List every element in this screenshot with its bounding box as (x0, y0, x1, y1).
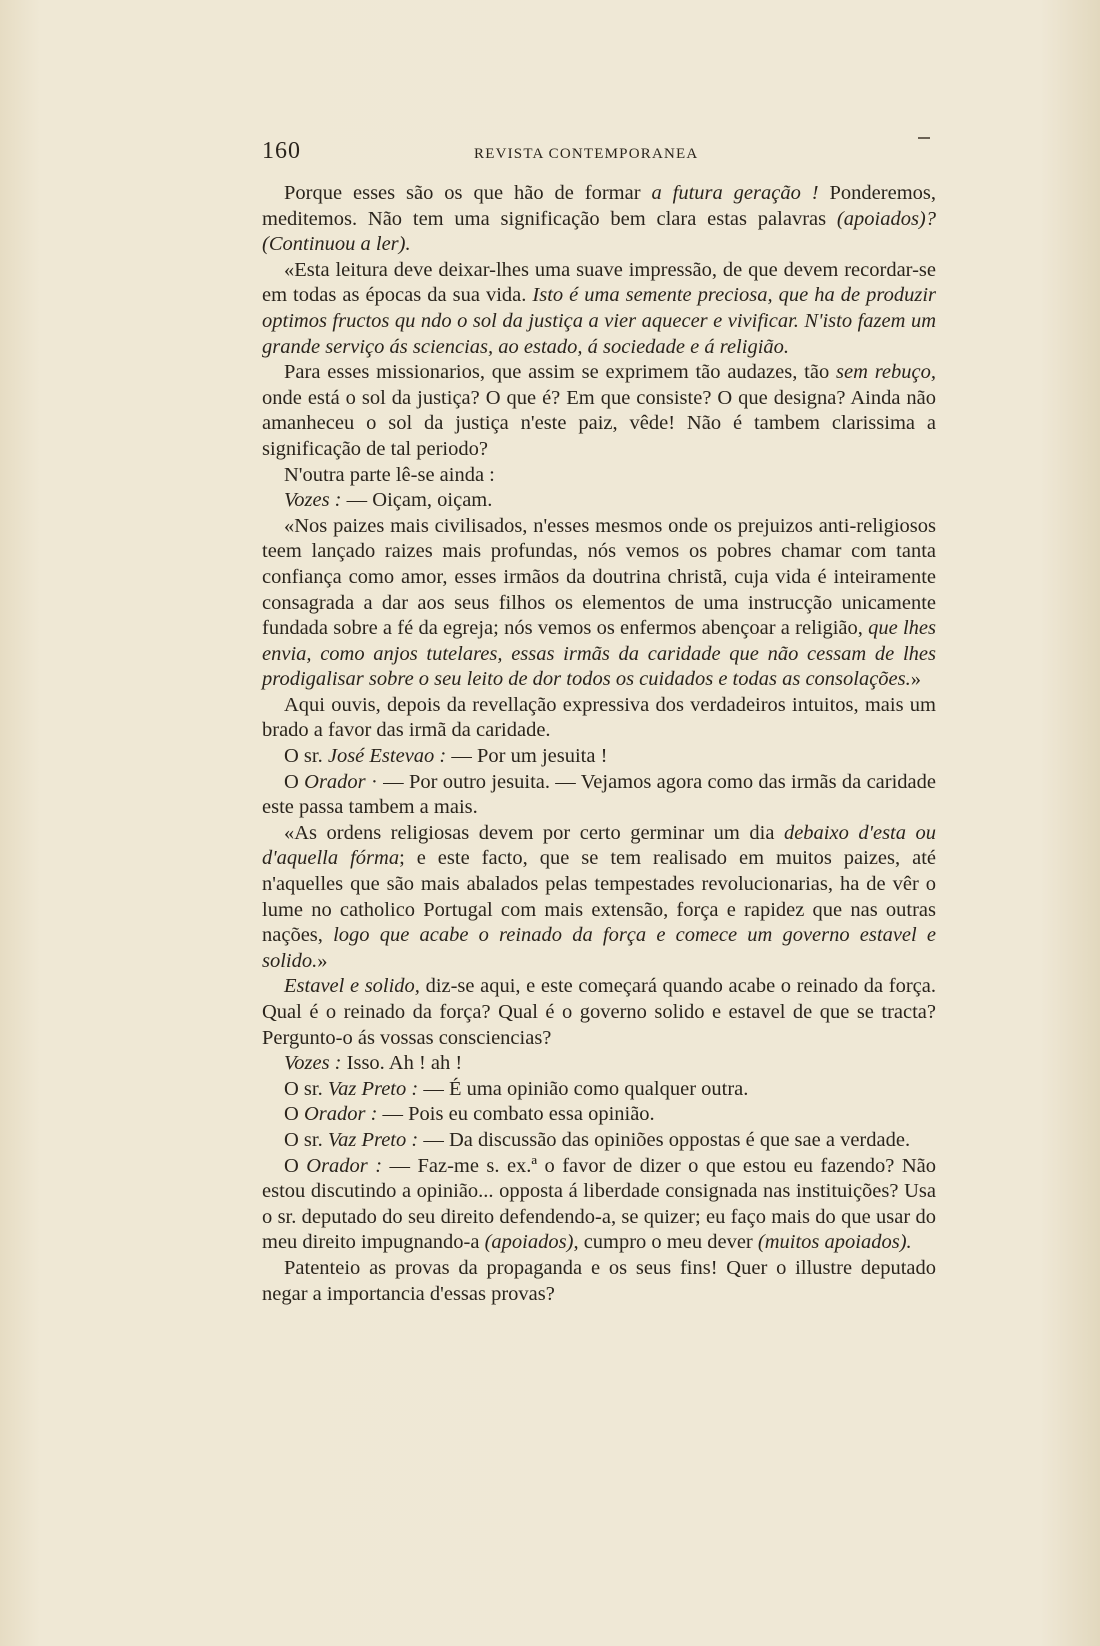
paragraph: O Orador : — Pois eu combato essa opinião. (284, 1103, 655, 1126)
paragraph: Vozes : Isso. Ah ! ah ! (284, 1052, 463, 1075)
paragraph: O Orador : — Faz-me s. ex.ª o favor de dizer o que estou eu fazendo? Não estou discutindo a opinião... opposta á liberdade consignada nas instituições? Usa o sr. deputado do seu direito defendendo-a, se quizer; eu faço mais do que usar do meu direito impugnando-a (apoiados), cumpro o meu dever (muitos apoiados). (262, 1154, 936, 1254)
body-text (262, 181, 936, 1307)
paragraph: «Esta leitura deve deixar-lhes uma suave impressão, de que devem recordar-se em todas as épocas da sua vida. Isto é uma semente preciosa, que ha de produzir optimos fructos qu ndo o sol da justiça a vier aquecer e vivificar. N'isto fazem um grande serviço ás sciencias, ao estado, á sociedade e á religião. (262, 258, 936, 358)
paragraph: O sr. Vaz Preto : — É uma opinião como qualquer outra. (284, 1077, 749, 1100)
paragraph: N'outra parte lê-se ainda : (284, 463, 495, 486)
paragraph: Vozes : — Oiçam, oiçam. (284, 489, 493, 512)
running-title: REVISTA CONTEMPORANEA (474, 146, 699, 162)
paragraph: Para esses missionarios, que assim se exprimem tão audazes, tão sem rebuço, onde está o sol da justiça? O que é? Em que consiste? O que designa? Ainda não amanheceu o sol da justiça n'este paiz, vêde! Não é tambem clarissima a significação de tal periodo? (262, 361, 936, 460)
paragraph: O sr. Vaz Preto : — Da discussão das opiniões oppostas é que sae a verdade. (284, 1128, 911, 1151)
paragraph: O Orador · — Por outro jesuita. — Vejamos agora como das irmãs da caridade este passa tambem a mais. (262, 770, 936, 819)
paragraph: Patenteio as provas da propaganda e os seus fins! Quer o illustre deputado negar a importancia d'essas provas? (262, 1256, 936, 1305)
paragraph: Estavel e solido, diz-se aqui, e este começará quando acabe o reinado da força. Qual é o reinado da força? Qual é o governo solido e estavel de que se tracta? Pergunto-o ás vossas consciencias? (262, 975, 936, 1049)
paragraph: O sr. José Estevao : — Por um jesuita ! (284, 745, 608, 768)
paragraph: Aqui ouvis, depois da revellação expressiva dos verdadeiros intuitos, mais um brado a favor das irmã da caridade. (262, 693, 936, 742)
paragraph: «As ordens religiosas devem por certo germinar um dia debaixo d'esta ou d'aquella fórma; e este facto, que se tem realisado em muitos paizes, até n'aquelles que são mais abalados pelas tempestades revolucionarias, ha de vêr o lume no catholico Portugal com mais extensão, força e rapidez que nas outras nações, logo que acabe o reinado da força e comece um governo estavel e solido.» (262, 821, 936, 972)
page-header (262, 138, 922, 170)
margin-dash (918, 137, 930, 139)
page-number: 160 (262, 138, 301, 164)
paragraph: «Nos paizes mais civilisados, n'esses mesmos onde os prejuizos anti-religiosos teem lançado raizes mais profundas, nós vemos os pobres chamar com tanta confiança como amor, esses irmãos da doutrina christã, cuja vida é inteiramente consagrada a dar aos seus filhos os elementos de uma instrucção unicamente fundada sobre a fé da egreja; nós vemos os enfermos abençoar a religião, que lhes envia, como anjos tutelares, essas irmãs da caridade que não cessam de lhes prodigalisar sobre o seu leito de dor todos os cuidados e todas as consolações.» (262, 514, 936, 691)
paragraph: Porque esses são os que hão de formar a futura geração ! Ponderemos, meditemos. Não tem uma significação bem clara estas palavras (apoiados)? (Continuou a ler). (262, 182, 936, 256)
